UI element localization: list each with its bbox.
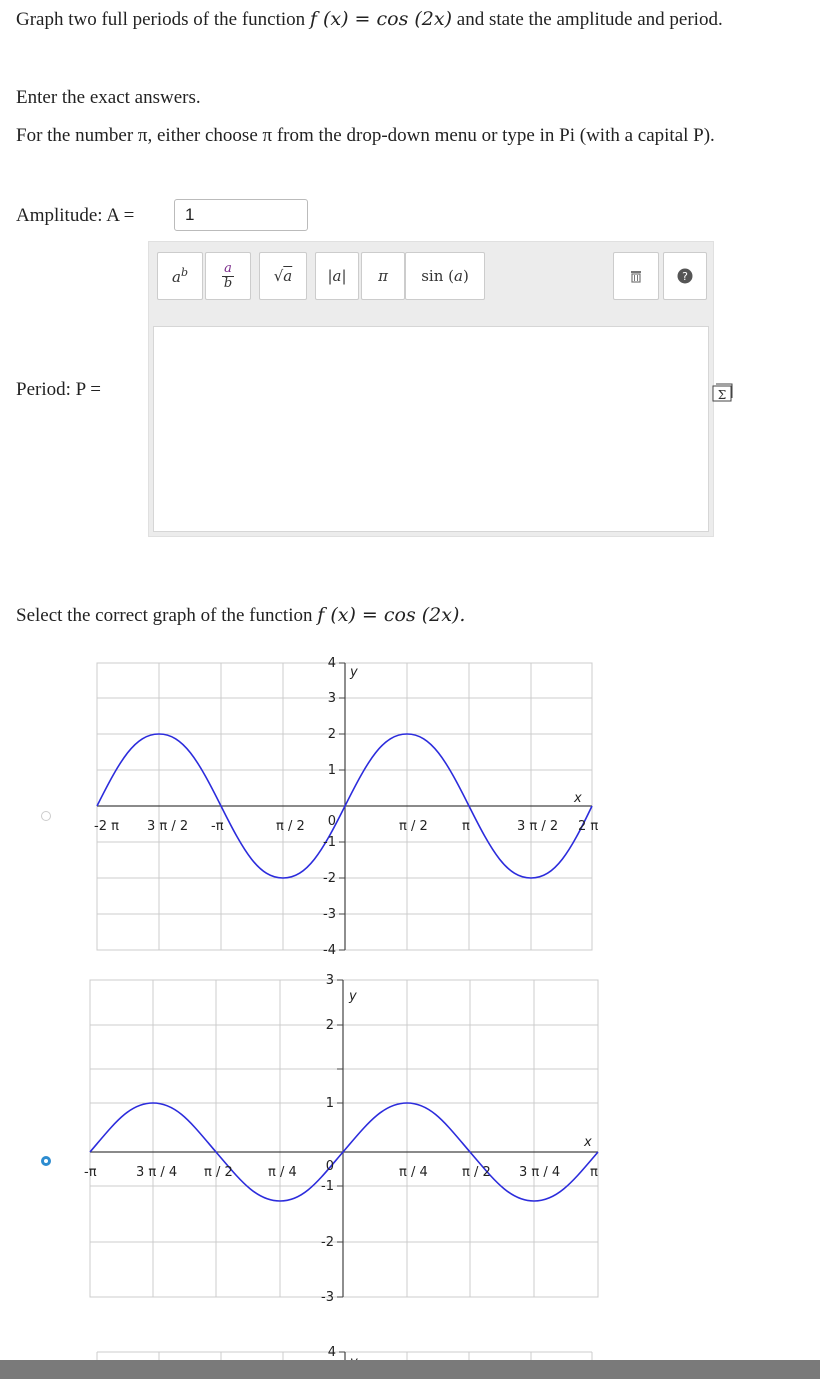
graph-option-2-radio[interactable] (41, 1156, 51, 1166)
power-button[interactable]: $a^b$ (157, 252, 203, 300)
graph-1-x-2: 3 π / 2 (147, 819, 189, 834)
graph-2-y-0: 0 (325, 1159, 334, 1174)
graph-2-x-6: π / 2 (462, 1165, 491, 1180)
amplitude-label: Amplitude: A = (16, 205, 135, 226)
bottom-bar (0, 1360, 820, 1379)
sigma-icon[interactable] (712, 383, 734, 408)
graph-1-x-8: 2 π (578, 819, 599, 834)
graph-2-x-8: π (590, 1165, 598, 1180)
graph-3-y-4: 4 (327, 1345, 336, 1360)
trash-icon (629, 269, 643, 283)
graph-2-y-m2: -2 (321, 1235, 334, 1250)
graph-1-y-m4: -4 (323, 943, 336, 958)
sin-button[interactable]: sin (a) (405, 252, 485, 300)
abs-button[interactable]: |a| (315, 252, 359, 300)
graph-option-1-radio[interactable] (41, 811, 51, 821)
graph-2-x-4: π / 4 (268, 1165, 297, 1180)
graph-2-axis-x: x (584, 1135, 592, 1150)
graph-2-grid (90, 980, 598, 1297)
graph-1-x-1: -2 π (94, 819, 119, 834)
function-expression: f (x) = cos (2x) (309, 8, 453, 30)
graph-1-x-4: π / 2 (276, 819, 305, 834)
graph-1-y-4: 4 (327, 656, 336, 671)
graph-1-y-3: 3 (327, 691, 336, 706)
period-label: Period: P = (16, 379, 101, 400)
graph-prompt: Select the correct graph of the function f (x) = cos (2x). (16, 604, 466, 626)
fraction-button[interactable]: a b (205, 252, 251, 300)
graph-1-x-5: π / 2 (399, 819, 428, 834)
graph-2-x-2: 3 π / 4 (136, 1165, 178, 1180)
pi-button[interactable]: π (361, 252, 405, 300)
graph-2-x-3: π / 2 (204, 1165, 233, 1180)
graph-option-1[interactable] (90, 650, 630, 960)
graph-1-y-1: 1 (327, 763, 336, 778)
graph-2-y-1: 1 (325, 1096, 334, 1111)
graph-2-y-3: 3 (325, 973, 334, 988)
math-palette (148, 241, 714, 537)
graph-2-y-2: 2 (325, 1018, 334, 1033)
graph-2-y-m3: -3 (321, 1290, 334, 1305)
period-input[interactable] (153, 326, 709, 532)
question-instruction: Graph two full periods of the function f (x) = cos (2x) and state the amplitude and period. (16, 8, 723, 30)
graph-1-x-7: 3 π / 2 (517, 819, 559, 834)
graph-1-x-6: π (462, 819, 470, 834)
graph-1-y-0: 0 (327, 814, 336, 829)
graph-1-y-m1: -1 (323, 835, 336, 850)
graph-1-axis-x: x (574, 791, 582, 806)
enter-exact-note: Enter the exact answers. (16, 87, 201, 108)
graph-1-axis-y: y (350, 665, 358, 680)
graph-2-y-m1: -1 (321, 1179, 334, 1194)
graph-1-y-m3: -3 (323, 907, 336, 922)
graph-1-y-2: 2 (327, 727, 336, 742)
graph-option-2[interactable] (84, 970, 624, 1305)
graph-2-axis-y: y (349, 989, 357, 1004)
svg-text:?: ? (682, 270, 688, 283)
svg-text:Σ: Σ (717, 388, 727, 402)
graph-1-x-3: -π (211, 819, 224, 834)
help-icon (677, 268, 693, 284)
graph-2-x-7: 3 π / 4 (519, 1165, 561, 1180)
help-button[interactable] (663, 252, 707, 300)
amplitude-input[interactable]: 1 (174, 199, 308, 231)
pi-note: For the number π, either choose π from the drop-down menu or type in Pi (with a capital P). (16, 125, 715, 146)
graph-2-x-5: π / 4 (399, 1165, 428, 1180)
sqrt-button[interactable]: √a (259, 252, 307, 300)
graph-2-x-1: -π (84, 1165, 97, 1180)
trash-button[interactable] (613, 252, 659, 300)
graph-1-y-m2: -2 (323, 871, 336, 886)
